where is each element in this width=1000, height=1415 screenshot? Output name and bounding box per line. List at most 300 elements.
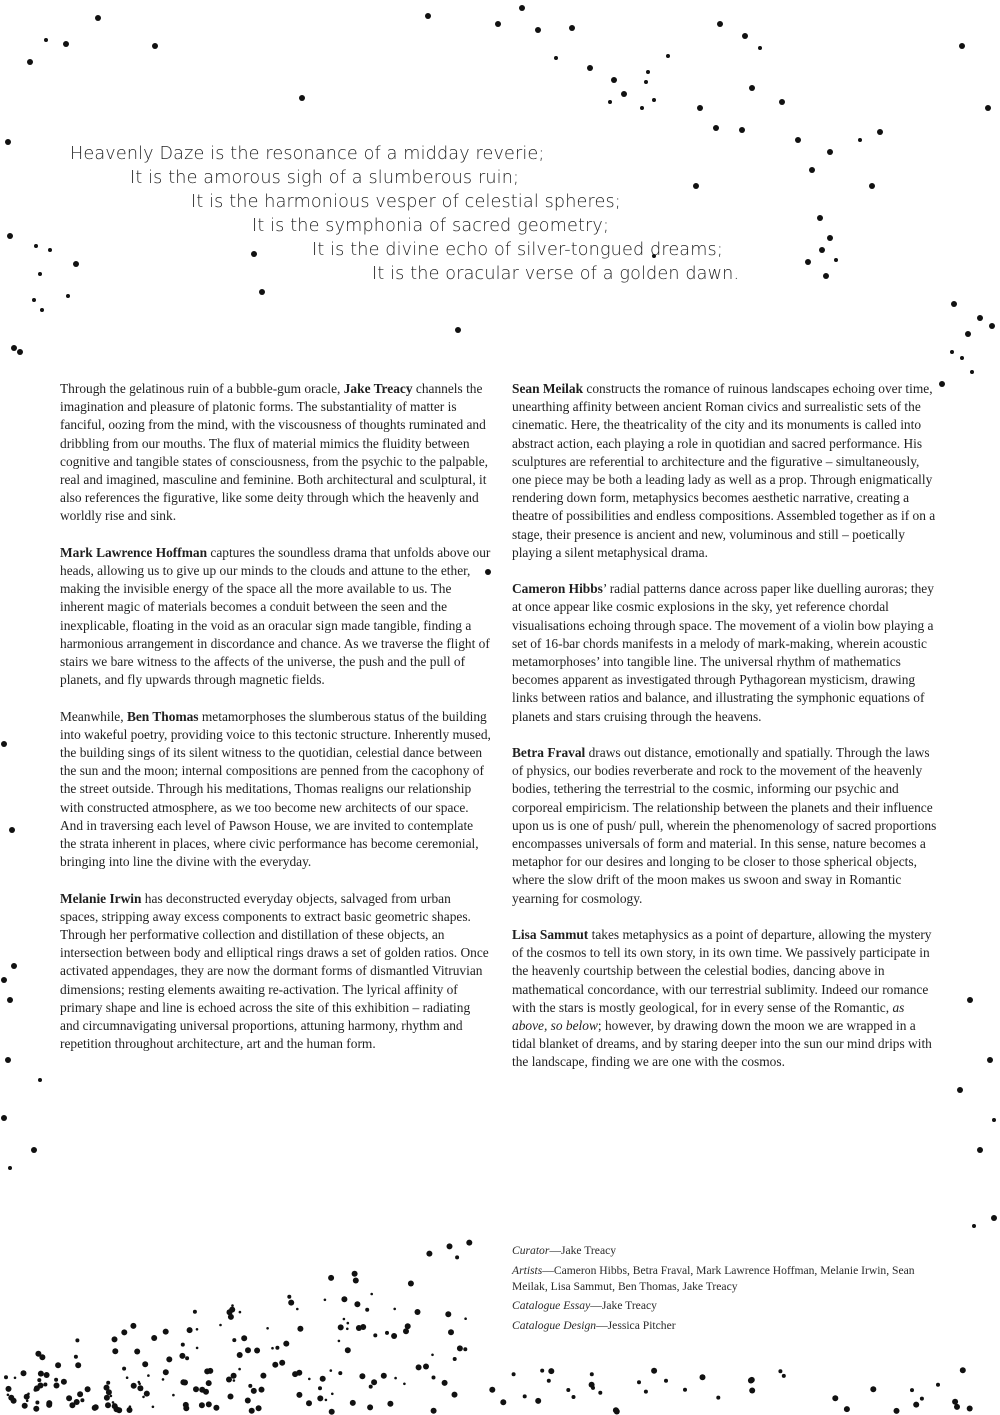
star-dot	[453, 1357, 457, 1361]
paragraph-text: draws out distance, emotionally and spatially. Through the laws of physics, our bodies reverberate and rock to the movement of the heavenly bodies, tethering the terrestrial to the cosmic, informing our psychic and corporeal empiricism. The relationship between the planets and their influence upon us is one of push/ pull, wherein the phenomenology of sacred proportions encompasses universals of form and material. In this sense, nature becomes a metaphor for our desires and longing to be closer to those spherical objects, where the slow drift of the moon makes us swoon and sway in Romantic yearning for cosmology.	[512, 745, 937, 906]
star-dot	[163, 1329, 169, 1335]
star-dot	[463, 1347, 467, 1351]
star-dot	[185, 1356, 189, 1360]
star-dot	[283, 1341, 289, 1347]
credit-separator: —	[542, 1263, 554, 1277]
star-dot	[614, 1409, 620, 1415]
essay-paragraph	[512, 744, 942, 908]
essay-paragraph	[512, 380, 942, 562]
star-dot	[331, 1393, 334, 1396]
star-dot	[431, 1408, 437, 1414]
star-dot	[870, 1386, 876, 1392]
star-dot	[489, 1387, 495, 1393]
poem-line: It is the divine echo of silver-tongued dreams;	[312, 240, 723, 260]
star-dot	[142, 1396, 145, 1399]
star-dot	[523, 1394, 527, 1398]
star-dot	[254, 1348, 260, 1354]
star-dot	[457, 1345, 463, 1351]
credit-artists	[512, 1263, 942, 1295]
star-dot	[193, 1310, 197, 1314]
star-dot	[455, 1255, 459, 1259]
star-dot	[426, 1251, 432, 1257]
star-dot	[11, 1398, 17, 1404]
star-dot	[75, 1362, 81, 1368]
star-dot	[130, 1323, 136, 1329]
star-dot	[206, 1401, 212, 1407]
star-dot	[739, 127, 745, 133]
star-dot	[317, 1395, 323, 1401]
star-dot	[104, 1395, 110, 1401]
credit-value: Cameron Hibbs, Betra Fraval, Mark Lawrence Hoffman, Melanie Irwin, Sean Meilak, Lisa Sammut, Ben Thomas, Jake Treacy	[512, 1263, 915, 1293]
star-dot	[356, 1325, 362, 1331]
star-dot	[112, 1348, 118, 1354]
artist-name: Melanie Irwin	[60, 890, 142, 906]
star-dot	[75, 1338, 79, 1342]
star-dot	[206, 1380, 212, 1386]
star-dot	[805, 259, 811, 265]
star-dot	[977, 315, 983, 321]
star-dot	[4, 1375, 8, 1379]
star-dot	[112, 1401, 115, 1404]
star-dot	[452, 1392, 458, 1398]
star-dot	[11, 345, 17, 351]
credit-value: Jessica Pitcher	[607, 1319, 676, 1333]
star-dot	[354, 1301, 360, 1307]
star-dot	[248, 1384, 252, 1388]
star-dot	[809, 167, 815, 173]
star-dot	[547, 1379, 551, 1383]
star-dot	[367, 1404, 373, 1410]
star-dot	[920, 1397, 924, 1401]
star-dot	[238, 1368, 241, 1371]
star-dot	[142, 1361, 148, 1367]
star-dot	[431, 1354, 434, 1357]
star-dot	[385, 1331, 389, 1335]
star-dot	[166, 1356, 172, 1362]
star-dot	[34, 1388, 38, 1392]
star-dot	[259, 289, 265, 295]
star-dot	[540, 1369, 544, 1373]
star-dot	[266, 1327, 269, 1330]
star-dot	[598, 1391, 602, 1395]
star-dot	[54, 1383, 60, 1389]
star-dot	[957, 1087, 963, 1093]
credit-curator	[512, 1243, 942, 1259]
credits-block	[512, 1243, 942, 1338]
star-dot	[181, 1343, 185, 1347]
star-dot	[144, 1391, 150, 1397]
star-dot	[742, 33, 748, 39]
star-dot	[35, 1351, 41, 1357]
star-dot	[296, 1308, 299, 1311]
star-dot	[85, 1386, 91, 1392]
essay-paragraph	[60, 380, 492, 526]
star-dot	[373, 1333, 377, 1337]
star-dot	[936, 1383, 940, 1387]
star-dot	[6, 1386, 12, 1392]
star-dot	[275, 1346, 279, 1350]
essay-paragraph	[60, 544, 492, 690]
artist-name: Sean Meilak	[512, 381, 584, 396]
star-dot	[442, 1380, 448, 1386]
star-dot	[33, 1406, 39, 1412]
star-dot	[817, 215, 823, 221]
star-dot	[7, 997, 13, 1003]
star-dot	[519, 5, 525, 11]
star-dot	[249, 1408, 255, 1414]
essay-paragraph	[60, 708, 492, 872]
star-dot	[219, 1324, 222, 1327]
star-dot	[683, 1388, 687, 1392]
star-dot	[245, 1347, 251, 1353]
star-dot	[38, 1383, 44, 1389]
star-dot	[608, 100, 612, 104]
star-dot	[795, 137, 801, 143]
star-dot	[259, 1387, 265, 1393]
star-dot	[637, 1380, 641, 1384]
star-dot	[21, 1370, 27, 1376]
star-dot	[587, 65, 593, 71]
star-dot	[970, 370, 974, 374]
star-dot	[7, 233, 13, 239]
star-dot	[251, 251, 257, 257]
star-dot	[131, 1383, 137, 1389]
star-dot	[535, 27, 541, 33]
star-dot	[172, 1394, 175, 1397]
paragraph-text: ’ radial patterns dance across paper like duelling auroras; they at once appear like cosmic explosions in the sky, yet reference chordal visualisations echoing through space. The movement of a violin bow playing a set of 16-bar chords manifests in a melody of mark-making, wherein acoustic metamorphoses’ into tangible line. The universal rhythm of mathematics becomes apparent as investigated through Pythagorean mysticism, drawing links between ratios and balance, and illustrating the symphonic equations of planets and stars cruising through the heavens.	[512, 581, 934, 724]
star-dot	[299, 95, 305, 101]
star-dot	[960, 356, 964, 360]
star-dot	[338, 1340, 341, 1343]
star-dot	[819, 247, 825, 253]
star-dot	[288, 1300, 294, 1306]
star-dot	[325, 1399, 328, 1402]
star-dot	[272, 1362, 278, 1368]
star-dot	[590, 1372, 594, 1376]
star-dot	[844, 1406, 850, 1412]
credit-role: Artists	[512, 1263, 543, 1277]
star-dot	[46, 1402, 52, 1408]
paragraph-text: captures the soundless drama that unfolds above our heads, allowing us to give up our minds to the clouds and attune to the ether, making the invisible energy of the space all the more available to us. The inherent magic of materials becomes a conduit between the seen and the inexplicable, floating in the void as an oracular sign made tangible, finding a harmonious arrangement in discordance and chance. As we traverse the flight of stairs we bare witness to the affects of the universe, the push and the pull of planets, and fly upwards through magnetic fields.	[60, 544, 491, 688]
star-dot	[40, 308, 44, 312]
star-dot	[394, 1377, 397, 1380]
star-dot	[114, 1406, 120, 1412]
star-dot	[572, 1395, 576, 1399]
star-dot	[196, 1347, 199, 1350]
star-dot	[393, 1308, 396, 1311]
star-dot	[858, 138, 862, 142]
artist-name: Lisa Sammut	[512, 927, 589, 943]
star-dot	[324, 1299, 327, 1302]
star-dot	[345, 1347, 351, 1353]
paragraph-lead: Through the gelatinous ruin of a bubble-gum oracle,	[60, 381, 344, 396]
poem-line: It is the symphonia of sacred geometry;	[252, 216, 610, 236]
star-dot	[37, 1378, 41, 1382]
star-dot	[554, 56, 558, 60]
star-dot	[989, 323, 995, 329]
star-dot	[432, 1376, 436, 1380]
star-dot	[338, 1324, 344, 1330]
star-dot	[425, 13, 431, 19]
star-dot	[287, 1295, 291, 1299]
star-dot	[666, 54, 670, 58]
italic-phrase: as above, so below	[512, 999, 905, 1034]
star-dot	[237, 1352, 243, 1358]
star-dot	[644, 80, 648, 84]
star-dot	[869, 183, 875, 189]
star-dot	[338, 1371, 342, 1375]
star-dot	[73, 261, 79, 267]
star-dot	[381, 1373, 387, 1379]
star-dot	[66, 294, 70, 298]
star-dot	[512, 1372, 516, 1376]
star-dot	[74, 1399, 80, 1405]
star-dot	[231, 1304, 234, 1307]
star-dot	[231, 1373, 237, 1379]
paragraph-text: channels the imagination and pleasure of platonic forms. The substantiality of matter is fanciful, oozing from the mind, with the viscousness of thoughts ruminated and dribbling from our mouths. The flux of material mimics the fluidity between cognitive and tangible states of consciousness, from the psychic to the palpable, real and imagined, masculine and feminine. Both architectural and sculptural, it also references the figurative, like some deity through which the heavenly and worldly rise and sink.	[60, 381, 489, 524]
star-dot	[226, 1377, 232, 1383]
star-dot	[134, 1349, 140, 1355]
star-dot	[548, 1368, 554, 1374]
star-dot	[228, 1314, 234, 1320]
star-dot	[644, 1390, 648, 1394]
star-dot	[22, 1403, 28, 1409]
star-dot	[566, 1388, 570, 1392]
star-dot	[640, 106, 644, 110]
star-dot	[664, 1379, 668, 1383]
star-dot	[341, 1296, 347, 1302]
credit-role: Catalogue Essay	[512, 1299, 591, 1313]
credit-separator: —	[549, 1244, 561, 1257]
poem-line: It is the oracular verse of a golden dawn.	[372, 264, 740, 284]
star-dot	[405, 1323, 411, 1329]
star-dot	[464, 1317, 467, 1320]
star-dot	[38, 1078, 42, 1082]
star-dot	[950, 350, 954, 354]
star-dot	[163, 1369, 169, 1375]
star-dot	[5, 139, 11, 145]
star-dot	[972, 1224, 976, 1228]
star-dot	[31, 1147, 37, 1153]
star-dot	[445, 1311, 451, 1317]
star-dot	[179, 1353, 185, 1359]
star-dot	[894, 1408, 900, 1414]
star-dot	[370, 1293, 373, 1296]
credit-value: Jake Treacy	[560, 1244, 617, 1257]
star-dot	[187, 1327, 193, 1333]
star-dot	[320, 1376, 326, 1382]
star-dot	[697, 105, 703, 111]
star-dot	[245, 1398, 251, 1404]
star-dot	[448, 1329, 454, 1335]
star-dot	[778, 1369, 782, 1373]
star-dot	[279, 1360, 285, 1366]
star-dot	[38, 1371, 44, 1377]
star-dot	[44, 38, 48, 42]
star-dot	[466, 1240, 472, 1246]
star-dot	[748, 1378, 754, 1384]
star-dot	[7, 1394, 10, 1397]
star-dot	[204, 1368, 210, 1374]
paragraph-text: constructs the romance of ruinous landscapes echoing over time, unearthing affinity between ancient Roman civics and surrealistic sets of the cinematic. Here, the theatricality of the city and its monuments is called into abstract action, each playing a role in quotidian and sacred performance. His sculptures are referential to architecture and the figurative – simultaneously, one piece may be both a leading lady as well as a prop. Through enigmatically rendering down form, metaphysics becomes aesthetic narrative, creating a theatre of possibilities and endless compositions. Assembled together as if on a stage, their presence is ancient and new, voluminous and still – poetically playing a silent metaphysical drama.	[512, 381, 936, 560]
star-dot	[122, 1367, 126, 1371]
star-dot	[232, 1338, 236, 1342]
star-dot	[910, 1388, 914, 1392]
star-dot	[77, 1391, 83, 1397]
poem-line: Heavenly Daze is the resonance of a midday reverie;	[70, 144, 545, 164]
star-dot	[199, 1402, 205, 1408]
star-dot	[199, 1387, 205, 1393]
star-dot	[985, 105, 991, 111]
paragraph-text: has deconstructed everyday objects, salvaged from urban spaces, stripping away excess components to extract basic geometric shapes. Through her performative collection and distillation of these objects, an intersection between body and elliptical rings draws a set of golden ratios. Once activated appendages, they are now the dormant forms of dismantled Vitruvian dimensions; resting elements awaiting re-activation. The lyrical affinity of primary shape and line is echoed across the site of this exhibition – radiating and circumnavigating universal proportions, attuning harmony, rhythm and repetition throughout architecture, art and the human form.	[60, 890, 489, 1052]
star-dot	[749, 1388, 755, 1394]
star-dot	[1, 741, 7, 747]
star-dot	[977, 1147, 983, 1153]
star-dot	[140, 1388, 143, 1391]
star-dot	[329, 1409, 335, 1415]
star-dot	[359, 1373, 365, 1379]
poem-line: It is the amorous sigh of a slumberous ruin;	[130, 168, 520, 188]
star-dot	[652, 98, 656, 102]
star-dot	[54, 1378, 58, 1382]
star-dot	[5, 1057, 11, 1063]
star-dot	[1, 977, 7, 983]
essay-paragraph	[512, 926, 942, 1072]
star-dot	[66, 1395, 72, 1401]
star-dot	[749, 85, 755, 91]
star-dot	[716, 1396, 720, 1400]
star-dot	[26, 1400, 29, 1403]
star-dot	[700, 1374, 706, 1380]
star-dot	[967, 1406, 973, 1412]
star-dot	[352, 1271, 358, 1277]
star-dot	[297, 1326, 303, 1332]
star-dot	[43, 1383, 47, 1387]
star-dot	[239, 1311, 242, 1314]
star-dot	[330, 1369, 333, 1372]
star-dot	[447, 1243, 453, 1249]
star-dot	[621, 91, 627, 97]
star-dot	[693, 183, 699, 189]
star-dot	[954, 1404, 960, 1410]
star-dot	[992, 1118, 996, 1122]
star-dot	[951, 301, 957, 307]
star-dot	[959, 43, 965, 49]
star-dot	[48, 248, 52, 252]
star-dot	[256, 1405, 262, 1411]
star-dot	[877, 129, 883, 135]
star-dot	[717, 21, 723, 27]
star-dot	[415, 1309, 421, 1315]
star-dot	[306, 1400, 312, 1406]
essay-paragraph	[60, 890, 492, 1054]
credit-role: Catalogue Design	[512, 1319, 597, 1333]
star-dot	[611, 77, 617, 83]
artist-name: Jake Treacy	[343, 381, 413, 396]
star-dot	[350, 1400, 356, 1406]
star-dot	[455, 327, 461, 333]
star-dot	[233, 1379, 236, 1382]
artist-name: Ben Thomas	[126, 708, 199, 724]
credit-essay	[512, 1298, 942, 1314]
star-dot	[55, 1362, 61, 1368]
star-dot	[365, 1308, 369, 1312]
star-dot	[827, 235, 833, 241]
star-dot	[391, 1333, 397, 1339]
star-dot	[832, 1395, 838, 1401]
star-dot	[61, 1379, 67, 1385]
star-dot	[495, 21, 501, 27]
essay-column-right	[512, 380, 942, 1090]
star-dot	[651, 1368, 657, 1374]
star-dot	[151, 1335, 157, 1341]
star-dot	[569, 25, 575, 31]
star-dot	[416, 1364, 422, 1370]
star-dot	[74, 1355, 78, 1359]
star-dot	[500, 1399, 506, 1405]
star-dot	[991, 1215, 997, 1221]
star-dot	[318, 1386, 322, 1390]
star-dot	[251, 1388, 257, 1394]
star-dot	[27, 59, 33, 65]
star-dot	[782, 1374, 786, 1378]
star-dot	[353, 1278, 359, 1284]
star-dot	[17, 349, 23, 355]
credit-value: Jake Treacy	[601, 1299, 657, 1313]
star-dot	[591, 1386, 595, 1390]
star-dot	[403, 1383, 406, 1386]
star-dot	[987, 1057, 993, 1063]
star-dot	[346, 1328, 349, 1331]
star-dot	[241, 1335, 247, 1341]
artist-name: Betra Fraval	[512, 745, 586, 761]
paragraph-lead: Meanwhile,	[60, 708, 127, 724]
star-dot	[228, 1394, 234, 1400]
star-dot	[105, 1402, 111, 1408]
star-dot	[408, 1281, 414, 1287]
star-dot	[14, 1377, 17, 1380]
star-dot	[913, 1402, 919, 1408]
star-dot	[965, 331, 971, 337]
credit-separator: —	[596, 1319, 608, 1333]
star-dot	[80, 1398, 84, 1402]
star-dot	[347, 1322, 350, 1325]
essay-column-left	[60, 380, 492, 1072]
star-dot	[296, 1370, 302, 1376]
star-dot	[35, 1401, 39, 1405]
star-dot	[423, 1364, 429, 1370]
artist-name: Cameron Hibbs	[512, 581, 603, 597]
star-dot	[646, 70, 650, 74]
star-dot	[11, 963, 17, 969]
star-dot	[779, 99, 785, 105]
credit-role: Curator	[512, 1244, 550, 1257]
poem-line: It is the harmonious vesper of celestial spheres;	[191, 192, 621, 212]
star-dot	[24, 1394, 30, 1400]
star-dot	[296, 1392, 302, 1398]
star-dot	[960, 1367, 966, 1373]
star-dot	[38, 272, 42, 276]
star-dot	[180, 1379, 186, 1385]
star-dot	[147, 1374, 150, 1377]
star-dot	[95, 15, 101, 21]
star-dot	[328, 1275, 334, 1281]
star-dot	[213, 1405, 219, 1411]
star-dot	[44, 1372, 50, 1378]
star-dot	[127, 1407, 133, 1413]
star-dot	[193, 1386, 199, 1392]
star-dot	[162, 1378, 165, 1381]
